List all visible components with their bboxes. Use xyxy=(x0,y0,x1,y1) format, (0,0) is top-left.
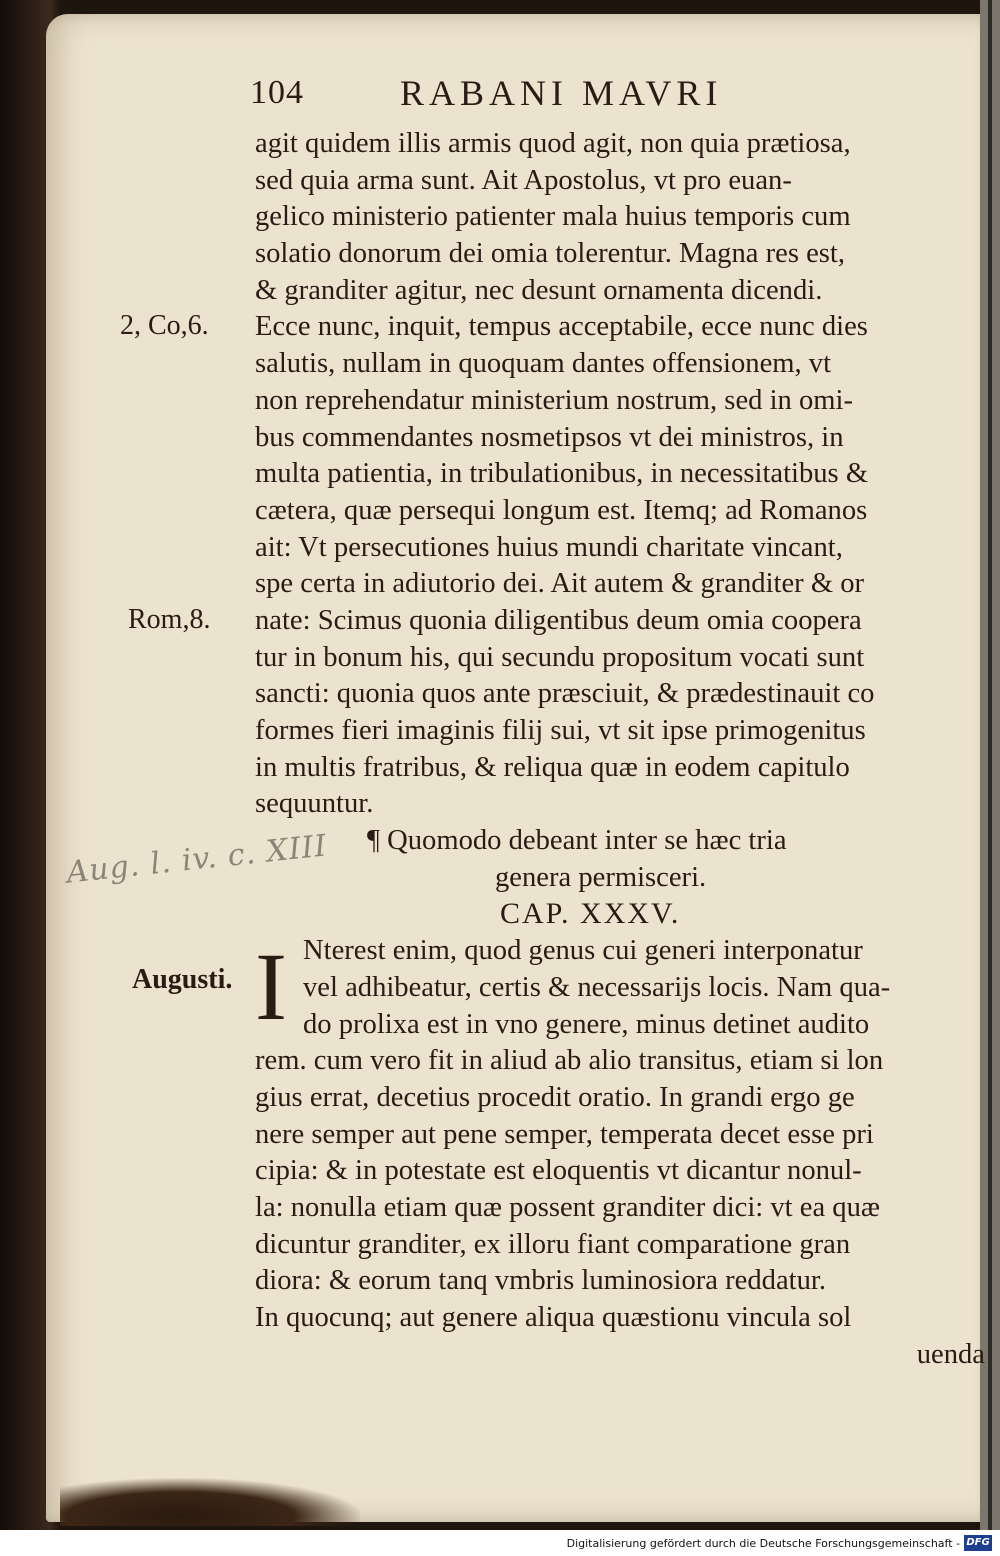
text-line: agit quidem illis armis quod agit, non quia prætiosa, xyxy=(255,128,851,159)
text-line: formes fieri imaginis filij sui, vt sit ipse primogenitus xyxy=(255,715,866,746)
text-line: & granditer agitur, nec desunt ornamenta dicendi. xyxy=(255,274,823,306)
page-number: 104 xyxy=(250,74,304,111)
text-line: la: nonulla etiam quæ possent granditer dici: vt ea quæ xyxy=(255,1191,880,1223)
text-line: rem. cum vero fit in aliud ab alio transitus, etiam si lon xyxy=(255,1045,884,1077)
main-text-block xyxy=(255,126,985,1373)
text-line: nere semper aut pene semper, temperata decet esse pri xyxy=(255,1118,874,1150)
text-line: salutis, nullam in quoquam dantes offensionem, vt xyxy=(255,348,832,380)
pencil-annotation: Aug. l. iv. c. XIII xyxy=(64,828,329,891)
text-line: do prolixa est in vno genere, minus detinet audito xyxy=(303,1008,870,1040)
page-header xyxy=(250,70,810,118)
text-line: gius errat, decetius procedit oratio. In grandi ergo ge xyxy=(255,1081,855,1113)
dfg-logo: DFG xyxy=(964,1535,992,1551)
running-title: RABANI MAVRI xyxy=(400,73,723,113)
text-line: cætera, quæ persequi longum est. Itemq; ad Romanos xyxy=(255,494,868,526)
text-line: spe certa in adiutorio dei. Ait autem & granditer & or xyxy=(255,568,865,600)
text-line: sequuntur. xyxy=(255,788,374,820)
footer-credit: Digitalisierung gefördert durch die Deutsche Forschungsgemeinschaft - xyxy=(566,1537,960,1550)
text-line: vel adhibeatur, certis & necessarijs locis. Nam qua- xyxy=(303,971,891,1003)
text-line: solatio donorum dei omia tolerentur. Magna res est, xyxy=(255,238,846,270)
text-line: in multis fratribus, & reliqua quæ in eodem capitulo xyxy=(255,751,850,783)
text-line: Nterest enim, quod genus cui generi interponatur xyxy=(303,935,863,967)
text-line: multa patientia, in tribulationibus, in necessitatibus & xyxy=(255,458,869,490)
digitization-footer xyxy=(0,1530,1000,1556)
margin-note-augustinus: Augusti. xyxy=(132,964,233,995)
text-line: cipia: & in potestate est eloquentis vt dicantur nonul- xyxy=(255,1155,862,1187)
text-line: bus commendantes nosmetipsos vt dei ministros, in xyxy=(255,421,844,453)
text-line: gelico ministerio patienter mala huius temporis cum xyxy=(255,201,851,233)
drop-capital: I xyxy=(255,933,287,1040)
text-line: Ecce nunc, inquit, tempus acceptabile, ecce nunc dies xyxy=(255,311,868,343)
text-lines-top xyxy=(255,126,985,823)
text-line: sed quia arma sunt. Ait Apostolus, vt pro euan- xyxy=(255,164,792,196)
margin-note-romans: Rom,8. xyxy=(128,604,211,635)
text-line: sancti: quonia quos ante præsciuit, & prædestinauit co xyxy=(255,678,875,710)
text-line: non reprehendatur ministerium nostrum, sed in omi- xyxy=(255,384,853,416)
catchword: uenda xyxy=(916,1338,985,1370)
text-line: nate: Scimus quonia diligentibus deum omia coopera xyxy=(255,604,862,636)
text-line: dicuntur granditer, ex illoru fiant comparatione gran xyxy=(255,1228,851,1260)
chapter-number: CAP. XXXV. xyxy=(500,897,681,931)
margin-note-corinthians: 2, Co,6. xyxy=(120,310,209,341)
text-line: In quocunq; aut genere aliqua quæstionu vincula sol xyxy=(255,1302,852,1333)
page-damage-stain xyxy=(60,1478,360,1526)
chapter-heading-line1: ¶ Quomodo debeant inter se hæc tria xyxy=(367,825,787,857)
text-line: diora: & eorum tanq vmbris luminosiora reddatur. xyxy=(255,1265,826,1297)
chapter-heading-line2: genera permisceri. xyxy=(495,861,707,893)
text-lines-dropcap xyxy=(255,933,985,1043)
text-lines-bottom xyxy=(255,1043,985,1337)
text-line: tur in bonum his, qui secundu propositum vocati sunt xyxy=(255,641,865,673)
text-line: ait: Vt persecutiones huius mundi charitate vincant, xyxy=(255,531,843,563)
